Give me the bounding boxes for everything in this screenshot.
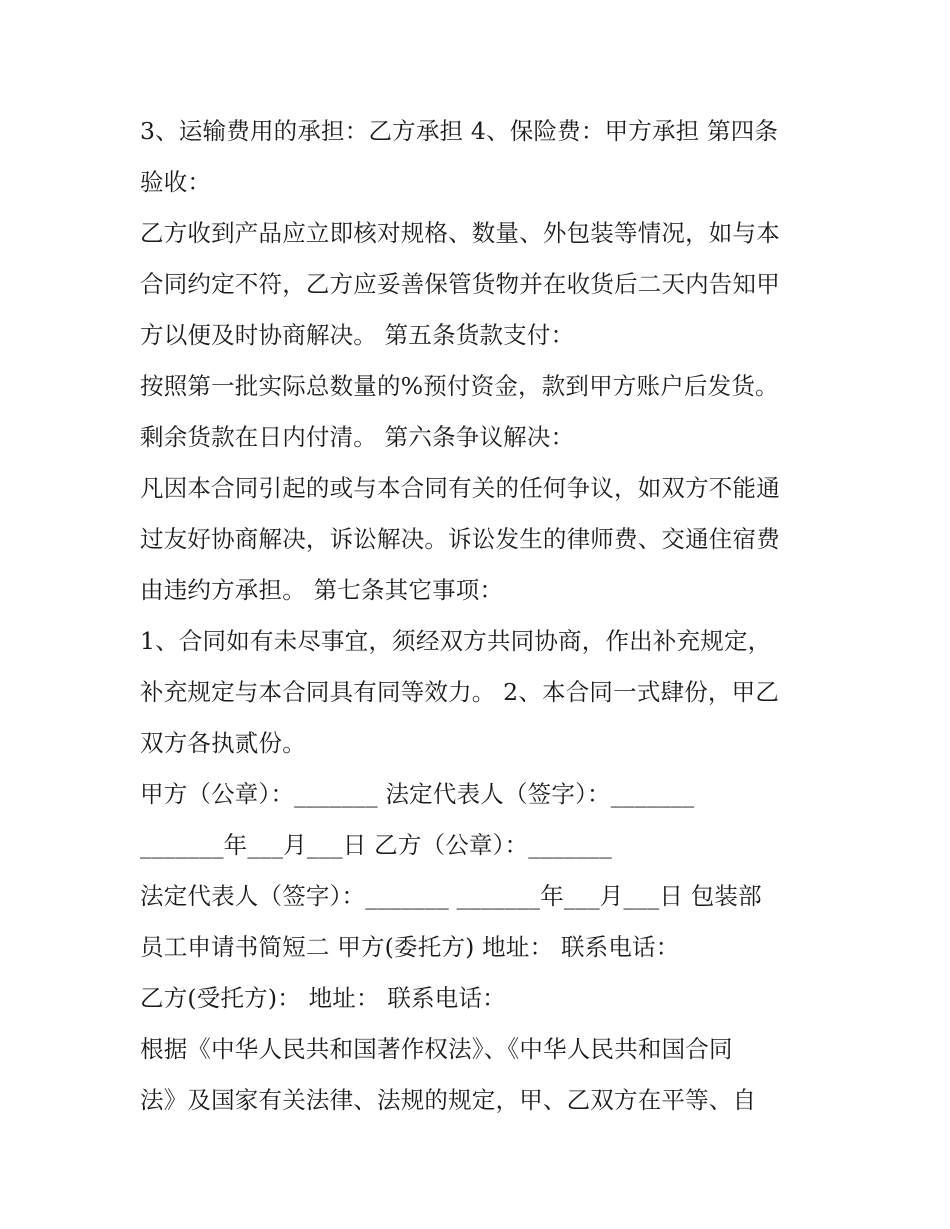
- text-line: 法定代表人（签字）：_______ _______年___月___日 包装部: [140, 882, 762, 910]
- text-line: 乙方收到产品应立即核对规格、数量、外包装等情况，如与本: [140, 219, 780, 247]
- text-line: _______年___月___日 乙方（公章）：_______: [140, 831, 612, 859]
- text-line: 乙方(受托方)： 地址： 联系电话：: [140, 984, 506, 1012]
- text-line: 凡因本合同引起的或与本合同有关的任何争议，如双方不能通: [140, 474, 780, 502]
- text-line: 根据《中华人民共和国著作权法》、《中华人民共和国合同: [140, 1035, 733, 1063]
- text-line: 员工申请书简短二 甲方(委托方) 地址： 联系电话：: [140, 933, 680, 961]
- text-line: 验收：: [140, 168, 212, 196]
- text-line: 3、运输费用的承担：乙方承担 4、保险费：甲方承担 第四条: [140, 117, 779, 145]
- text-line: 甲方（公章）：_______ 法定代表人（签字）：_______: [140, 780, 695, 808]
- text-line: 补充规定与本合同具有同等效力。 2、本合同一式肆份，甲乙: [140, 678, 780, 706]
- contract-text: [140, 106, 820, 1126]
- text-line: 合同约定不符，乙方应妥善保管货物并在收货后二天内告知甲: [140, 270, 780, 298]
- text-line: 按照第一批实际总数量的%预付资金，款到甲方账户后发货。: [140, 372, 779, 400]
- text-line: 双方各执贰份。: [140, 729, 306, 757]
- text-line: 剩余货款在日内付清。 第六条争议解决：: [140, 423, 575, 451]
- text-line: 过友好协商解决，诉讼解决。诉讼发生的律师费、交通住宿费: [140, 525, 780, 553]
- text-line: 法》及国家有关法律、法规的规定，甲、乙双方在平等、自: [140, 1086, 757, 1114]
- text-line: 方以便及时协商解决。 第五条货款支付：: [140, 321, 575, 349]
- text-line: 由违约方承担。 第七条其它事项：: [140, 576, 504, 604]
- text-line: 1、合同如有未尽事宜，须经双方共同协商，作出补充规定，: [140, 627, 772, 655]
